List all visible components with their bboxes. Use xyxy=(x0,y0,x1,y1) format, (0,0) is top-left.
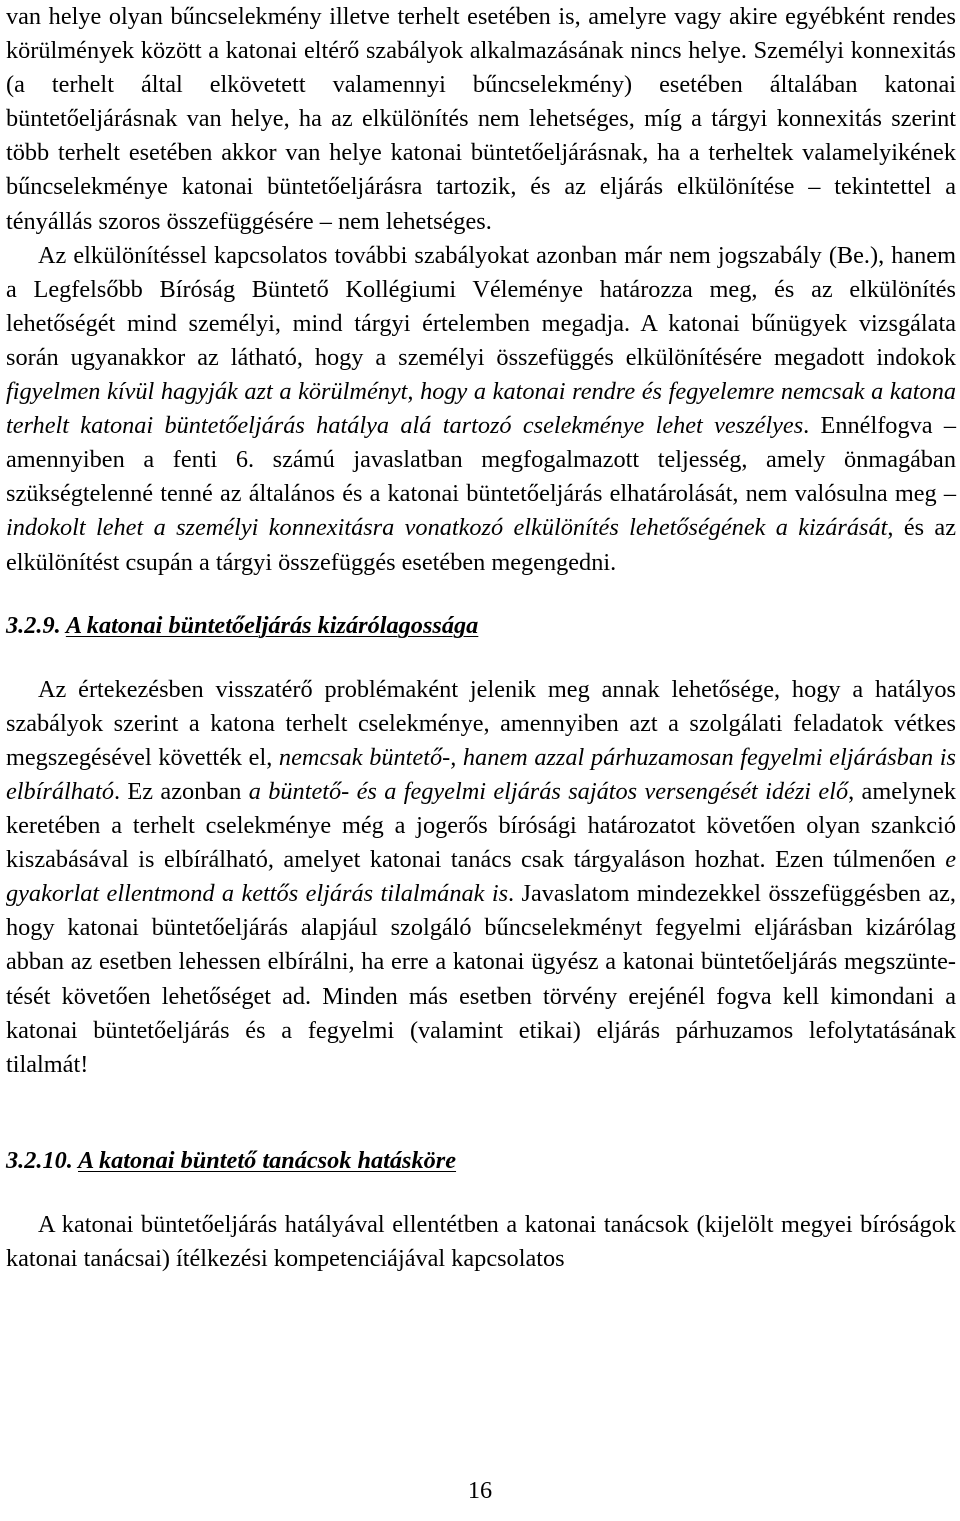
emphasis-text: figyelmen kívül hagyják azt a körülményt, hogy a katonai rendre és fegyelemre nemcsak a katona terhelt katonai büntetőeljárás hatálya alá tartozó cselekménye lehet veszélyes xyxy=(6,378,956,440)
paragraph-text: . Javaslatom mindezekkel összefüggésben az, hogy katonai büntetőeljárás alapjául szolgáló bűncselekményt fegyelmi eljárásban kizárólag abban az esetben lehessen elbírálni, ha erre a katonai ügyész a katonai büntetőeljárás megszüntetését követően lehetőséget ad. Minden más esetben törvény erejénél fogva kell kimondani a katonai büntetőeljárás és a fegyelmi (valamint etikai) eljárás párhuzamos lefolytatásának tilalmát! xyxy=(6,880,956,1078)
emphasis-text: nemcsak büntető-, hanem azzal párhuzamosan fegyelmi eljárásban is elbírálható xyxy=(6,743,956,805)
emphasis-text: a büntető- és a fegyelmi eljárás sajátos versengését idézi elő xyxy=(248,777,849,805)
section-heading-3-2-9 xyxy=(6,609,956,643)
paragraph-text: van helye olyan bűncselekmény illetve terhelt esetében is, amelyre vagy akire egyébként rendes körülmények között a katonai eltérő szabályok alkalmazásának nincs helye. Személyi konnexitás (a terhelt által elkövetett valamennyi bűncselekmény) esetében általában katonai büntetőeljárásnak van helye, ha az elkülönítés nem lehetséges, míg a tárgyi konnexitás szerint több terhelt esetében akkor van helye katonai büntetőeljárásnak, ha a terheltek valamelyikének bűncselekménye katonai büntetőeljárásra tartozik, és az eljárás elkülönítése – tekintettel a tényállás szoros összefüggésére – nem lehetséges. xyxy=(6,3,956,235)
document-page xyxy=(6,0,956,1521)
emphasis-text: indokolt lehet a személyi konnexitásra vonatkozó elkülönítés lehetőségének a kizárását xyxy=(6,514,888,542)
section-title: A katonai büntető tanácsok hatásköre xyxy=(78,1146,457,1174)
paragraph-text: Az értekezésben visszatérő problémaként jelenik meg annak lehetősége, hogy a hatályos szabályok szerint a katona terhelt cselekménye, amennyiben azt a szolgálati feladatok vétkes megszegésével követték el, xyxy=(6,675,956,771)
paragraph-kizarolagossag xyxy=(6,673,956,1082)
paragraph-konnexitas xyxy=(6,0,956,239)
page-number: 16 xyxy=(467,1477,493,1504)
emphasis-text: e gyakorlat ellentmond a kettős eljárás tilalmának is xyxy=(6,846,956,908)
paragraph-text: Az elkülönítéssel kapcsolatos további szabályokat azonban már nem jogszabály (Be.), hanem a Legfelsőbb Bíróság Büntető Kollégiumi Véleménye határozza meg, és az elkülönítés lehetőségét mind személyi, mind tárgyi értelemben megadja. A katonai bűnügyek vizsgálata során ugyanakkor az látható, hogy a személyi összefüggés elkülönítésére megadott indokok xyxy=(6,241,956,371)
section-number: 3.2.9. xyxy=(6,611,61,639)
paragraph-text: . Ez azonban xyxy=(113,777,249,805)
section-number: 3.2.10. xyxy=(6,1146,73,1174)
paragraph-hataskor xyxy=(6,1208,956,1276)
paragraph-text: , és az elkülönítést csupán a tárgyi összefüggés esetében megengedni. xyxy=(6,514,956,576)
section-heading-3-2-10 xyxy=(6,1144,956,1178)
paragraph-text: , amelynek keretében a terhelt cselekménye még a jogerős bírósági határozatot követően olyan szankció kiszabásával is elbírálható, amelyet katonai tanács csak tárgyaláson hozhat. Ezen túlmenően xyxy=(6,777,956,874)
paragraph-text: . Ennélfogva – amennyiben a fenti 6. számú javaslatban megfogalmazott teljesség, amely önmagában szükségtelenné tenné az általános és a katonai büntetőeljárás elhatárolását, nem valósulna meg – xyxy=(6,412,956,508)
paragraph-elkulonites xyxy=(6,239,956,580)
section-title: A katonai büntetőeljárás kizárólagossága xyxy=(65,611,479,639)
paragraph-text: A katonai büntetőeljárás hatályával ellentétben a katonai tanácsok (kijelölt megyei bíróságok katonai tanácsai) ítélkezési kompetenciájával kapcsolatos xyxy=(6,1210,956,1272)
